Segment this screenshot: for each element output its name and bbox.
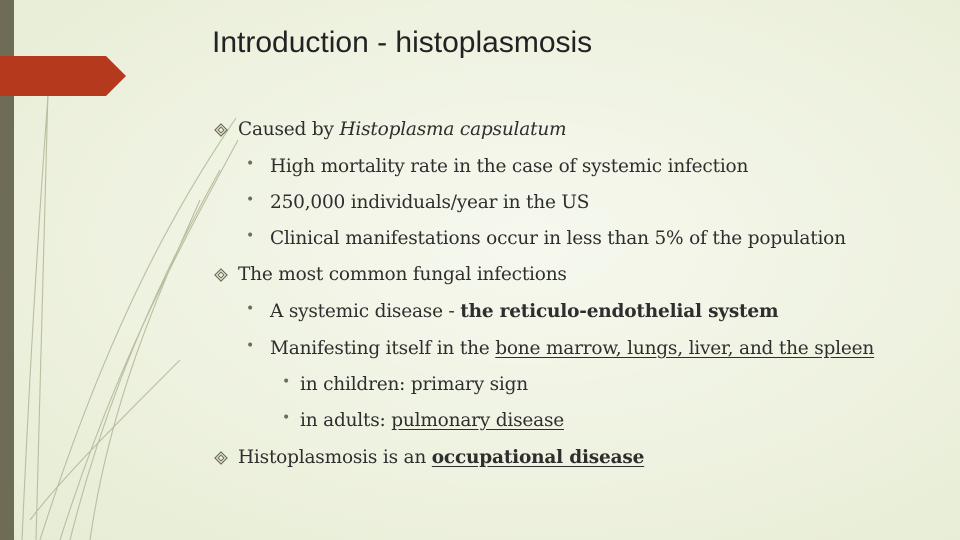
bullet-caused-by bbox=[238, 119, 566, 140]
bullet-text: The most common fungal infections bbox=[238, 264, 567, 285]
bullet-text: in adults: bbox=[300, 410, 392, 431]
diamond-bullet-icon bbox=[214, 123, 228, 137]
underlined-phrase: bone marrow, lungs, liver, and the spleen bbox=[495, 338, 875, 359]
bullet-text: 250,000 individuals/year in the US bbox=[270, 192, 590, 213]
bullet-text: in children: primary sign bbox=[300, 374, 529, 395]
bullet-text: High mortality rate in the case of systemic infection bbox=[270, 156, 749, 177]
bullet-text: Manifesting itself in the bbox=[270, 338, 496, 359]
bullet-text: A systemic disease - bbox=[270, 301, 461, 322]
sub-bullet-manifesting bbox=[246, 338, 875, 359]
sub-sub-bullet-children bbox=[282, 374, 529, 395]
organism-name: Histoplasma capsulatum bbox=[339, 119, 567, 140]
bullet-occupational bbox=[238, 447, 644, 468]
sub-bullet-incidence bbox=[246, 192, 590, 213]
bullet-text: Caused by bbox=[238, 119, 340, 140]
dot-bullet-icon: • bbox=[246, 338, 255, 354]
slide-title: Introduction - histoplasmosis bbox=[212, 26, 593, 59]
sub-bullet-mortality bbox=[246, 156, 749, 177]
bold-phrase: the reticulo-endothelial system bbox=[460, 301, 779, 322]
sub-sub-bullet-adults bbox=[282, 410, 565, 431]
bullet-text: Clinical manifestations occur in less than 5% of the population bbox=[270, 228, 846, 249]
sub-bullet-systemic bbox=[246, 301, 779, 322]
diamond-bullet-icon bbox=[214, 268, 228, 282]
dot-bullet-icon: • bbox=[246, 301, 255, 317]
dot-bullet-icon: • bbox=[246, 192, 255, 208]
bold-underlined-phrase: occupational disease bbox=[431, 447, 645, 468]
dot-bullet-icon: • bbox=[282, 410, 291, 426]
dot-bullet-icon: • bbox=[246, 156, 255, 172]
sub-bullet-clinical bbox=[246, 228, 846, 249]
underlined-phrase: pulmonary disease bbox=[391, 410, 565, 431]
dot-bullet-icon: • bbox=[246, 228, 255, 244]
dot-bullet-icon: • bbox=[282, 374, 291, 390]
bullet-common-fungal bbox=[238, 264, 567, 285]
diamond-bullet-icon bbox=[214, 451, 228, 465]
bullet-text: Histoplasmosis is an bbox=[238, 447, 432, 468]
